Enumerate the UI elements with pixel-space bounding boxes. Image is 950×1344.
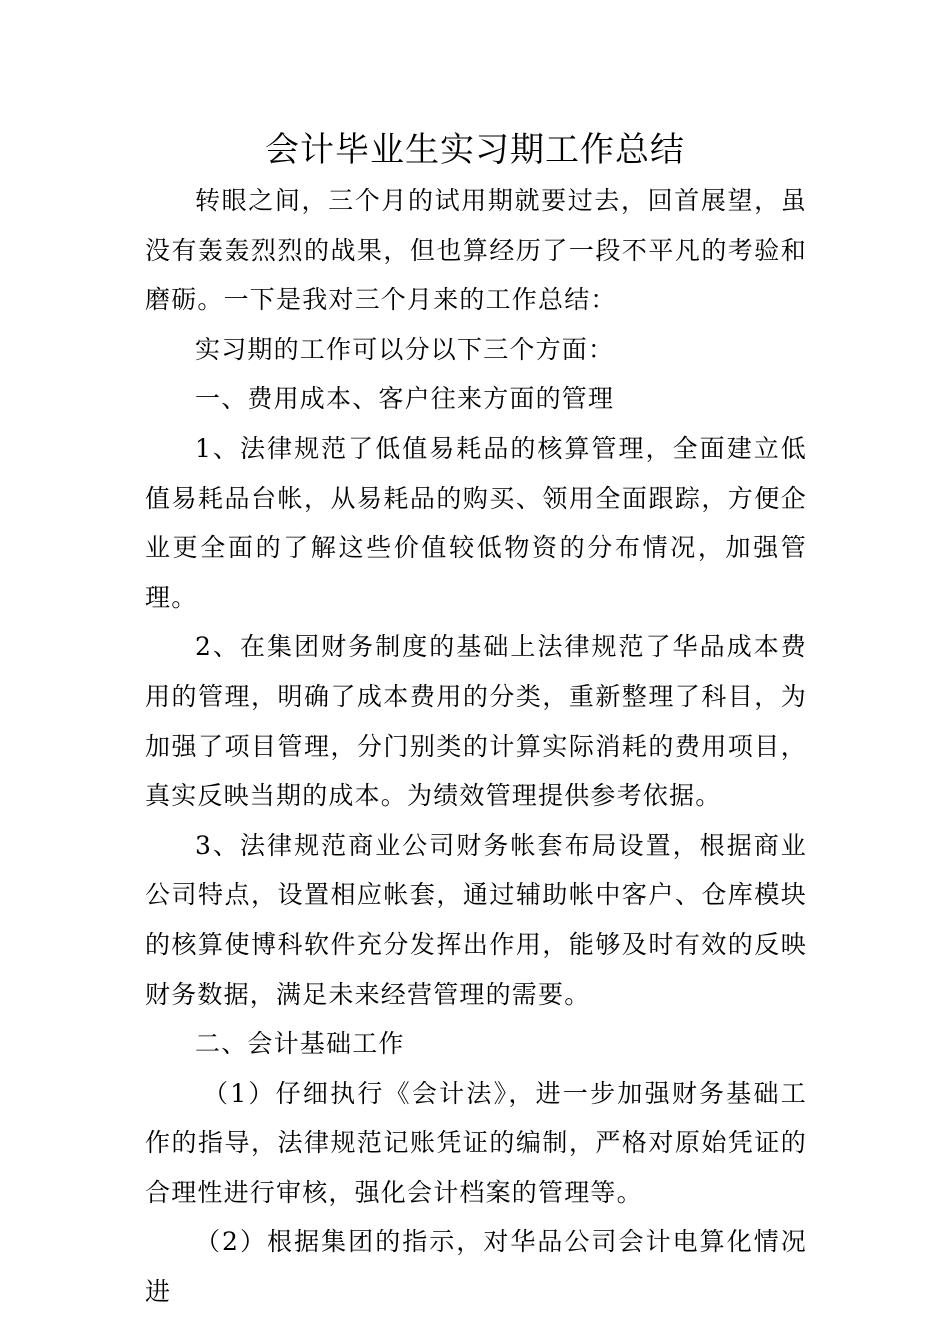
paragraph-overview: 实习期的工作可以分以下三个方面： [195,334,615,364]
paragraph-item-2: 2、在集团财务制度的基础上法律规范了华品成本费用的管理，明确了成本费用的分类，重新整理了科目，为加强了项目管理，分门别类的计算实际消耗的费用项目，真实反映当期的成本。为绩效管理提供参考依据。 [145,632,807,811]
paragraph-sub-item-1: （1）仔细执行《会计法》，进一步加强财务基础工作的指导，法律规范记账凭证的编制，严格对原始凭证的合理性进行审核，强化会计档案的管理等。 [145,1078,807,1207]
paragraph-sub-item-2: （2）根据集团的指示，对华品公司会计电算化情况进 [145,1227,807,1307]
paragraph-item-1: 1、法律规范了低值易耗品的核算管理，全面建立低值易耗品台帐，从易耗品的购买、领用全面跟踪，方便企业更全面的了解这些价值较低物资的分布情况，加强管理。 [145,433,807,612]
section-heading-cost-management: 一、费用成本、客户往来方面的管理 [195,384,615,414]
document-body [145,176,807,1317]
paragraph-intro: 转眼之间，三个月的试用期就要过去，回首展望，虽没有轰轰烈烈的战果，但也算经历了一段不平凡的考验和磨砺。一下是我对三个月来的工作总结： [145,186,807,315]
document-title: 会计毕业生实习期工作总结 [265,130,685,170]
paragraph-item-3: 3、法律规范商业公司财务帐套布局设置，根据商业公司特点，设置相应帐套，通过辅助帐中客户、仓库模块的核算使博科软件充分发挥出作用，能够及时有效的反映财务数据，满足未来经营管理的需要。 [145,830,807,1009]
section-heading-accounting-basics: 二、会计基础工作 [195,1029,405,1059]
